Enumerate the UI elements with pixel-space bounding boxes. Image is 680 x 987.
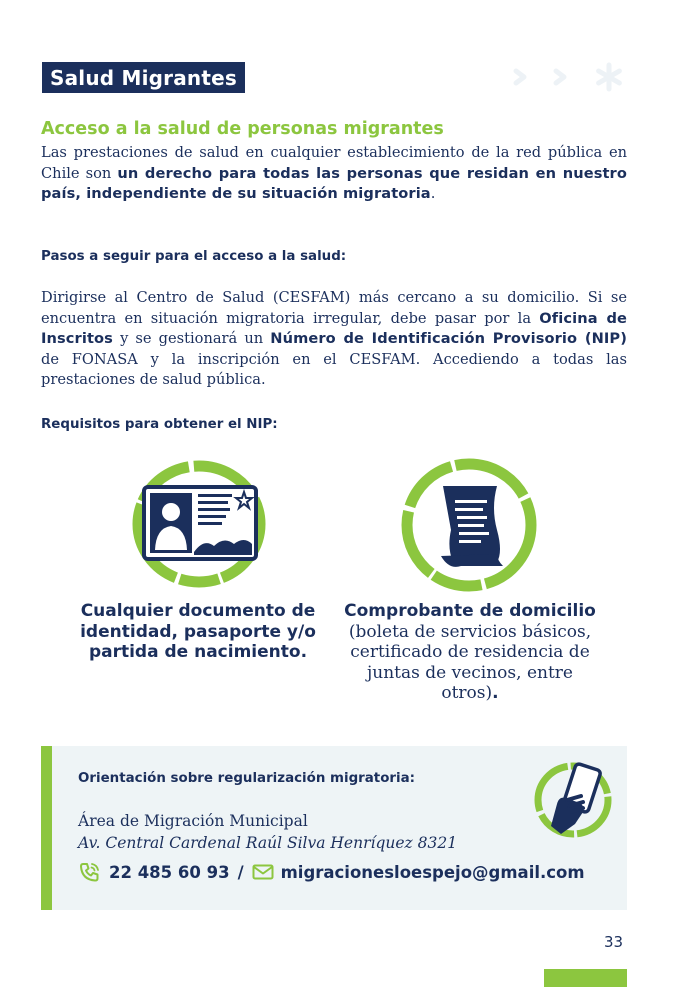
- phone-icon: [78, 861, 102, 883]
- section-heading: Acceso a la salud de personas migrantes: [41, 119, 444, 139]
- mail-icon: [252, 864, 274, 880]
- document-scroll-icon: [401, 458, 538, 592]
- contact-separator: /: [237, 862, 244, 882]
- info-heading: Orientación sobre regularización migratoria:: [78, 771, 415, 786]
- hand-phone-icon: [533, 760, 613, 840]
- page-number: 33: [604, 933, 624, 951]
- requirement-address-caption: Comprobante de domicilio (boleta de servicios básicos, certificado de residencia de juntas de vecinos, entre otros).: [344, 601, 596, 703]
- steps-paragraph: Dirigirse al Centro de Salud (CESFAM) más cercano a su domicilio. Si se encuentra en situación migratoria irregular, debe pasar por la Oficina de Inscritos y se gestionará un Número de Identificación Provisorio (NIP) de FONASA y la inscripción en el CESFAM. Accediendo a todas las prestaciones de salud pública.: [41, 289, 628, 388]
- intro-highlight: un derecho para todas las personas que residan en nuestro país, independiente de su situación migratoria: [41, 164, 627, 202]
- requirement-id-caption: Cualquier documento de identidad, pasaporte y/o partida de nacimiento.: [80, 601, 316, 662]
- contact-line: [78, 860, 585, 884]
- nip-name: Número de Identificación Provisorio (NIP): [270, 330, 628, 347]
- office-name-line: Área de Migración Municipal: [78, 812, 308, 830]
- footer-accent-bar: [544, 969, 627, 987]
- office-name: Oficina de Inscritos: [41, 309, 627, 347]
- steps-heading: Pasos a seguir para el acceso a la salud:: [41, 249, 347, 264]
- address-line: Av. Central Cardenal Raúl Silva Henríquez 8321: [78, 834, 458, 852]
- decorative-arrows-icon: [508, 60, 628, 94]
- id-card-icon: [132, 460, 266, 588]
- page-title: Salud Migrantes: [42, 62, 245, 93]
- intro-paragraph: Las prestaciones de salud en cualquier establecimiento de la red pública en Chile son un derecho para todas las personas que residan en nuestro país, independiente de su situación migratoria.: [41, 144, 627, 202]
- requirements-heading: Requisitos para obtener el NIP:: [41, 417, 278, 432]
- email-link[interactable]: migracionesloespejo@gmail.com: [280, 862, 585, 882]
- phone-number[interactable]: 22 485 60 93: [109, 862, 230, 882]
